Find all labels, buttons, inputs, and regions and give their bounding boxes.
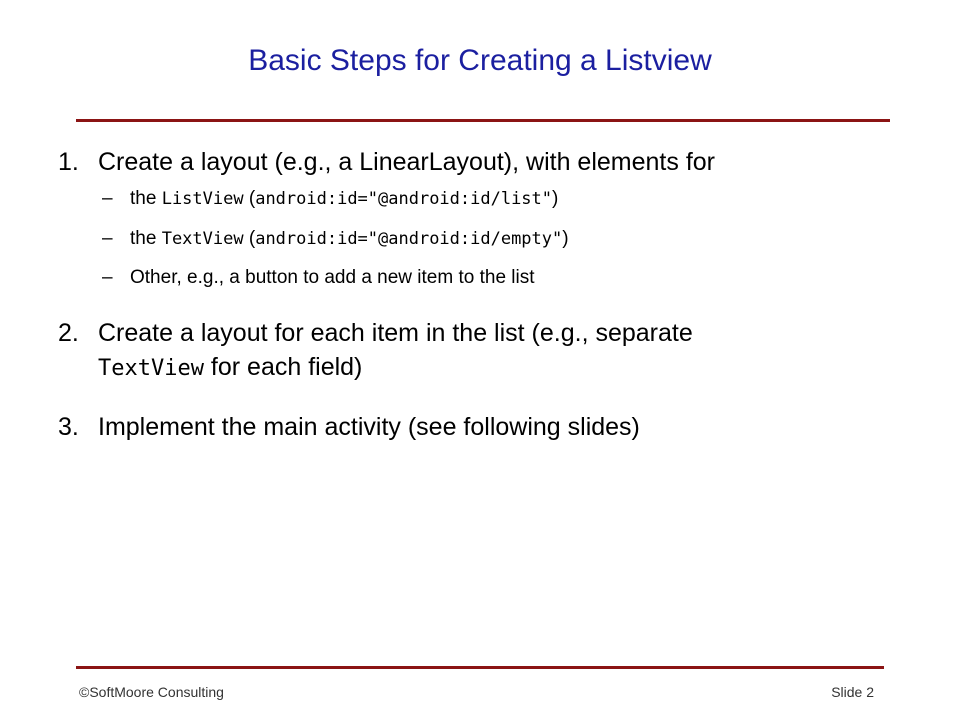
subitem-prefix: the: [130, 188, 162, 209]
subitem-paren-open: (: [243, 188, 256, 209]
textview-id-code: android:id="@android:id/empty": [255, 229, 563, 249]
listview-id-code: android:id="@android:id/list": [255, 189, 553, 209]
slide-number: Slide 2: [831, 684, 874, 700]
step-2-number: 2.: [58, 319, 79, 347]
subitem-text: Other, e.g., a button to add a new item to the list: [130, 267, 535, 288]
step-1-subitem-2: [102, 226, 569, 252]
listview-code: ListView: [161, 189, 244, 209]
dash-bullet: –: [102, 188, 113, 209]
footer-divider: [76, 666, 884, 669]
step-2-line-2: for each field): [203, 353, 363, 381]
step-2-text: [98, 316, 908, 386]
textview-code: TextView: [161, 229, 244, 249]
step-3-number: 3.: [58, 413, 79, 441]
step-2-line-1: Create a layout for each item in the list (e.g., separate: [98, 319, 693, 347]
step-1-number: 1.: [58, 148, 79, 176]
subitem-prefix: the: [130, 228, 162, 249]
dash-bullet: –: [102, 267, 113, 288]
step-1-subitem-1: [102, 186, 559, 212]
subitem-paren-close: ): [562, 228, 569, 249]
step-1-subitem-3: [102, 265, 535, 291]
step-2: [58, 316, 918, 386]
title-divider: [76, 119, 890, 122]
textview-code: TextView: [98, 356, 204, 381]
subitem-paren-open: (: [243, 228, 256, 249]
step-1-text: Create a layout (e.g., a LinearLayout), with elements for: [98, 148, 715, 176]
footer-copyright: ©SoftMoore Consulting: [79, 684, 224, 700]
dash-bullet: –: [102, 228, 113, 249]
slide-title: Basic Steps for Creating a Listview: [248, 44, 712, 77]
step-3-text: Implement the main activity (see following slides): [98, 413, 640, 441]
subitem-paren-close: ): [552, 188, 559, 209]
